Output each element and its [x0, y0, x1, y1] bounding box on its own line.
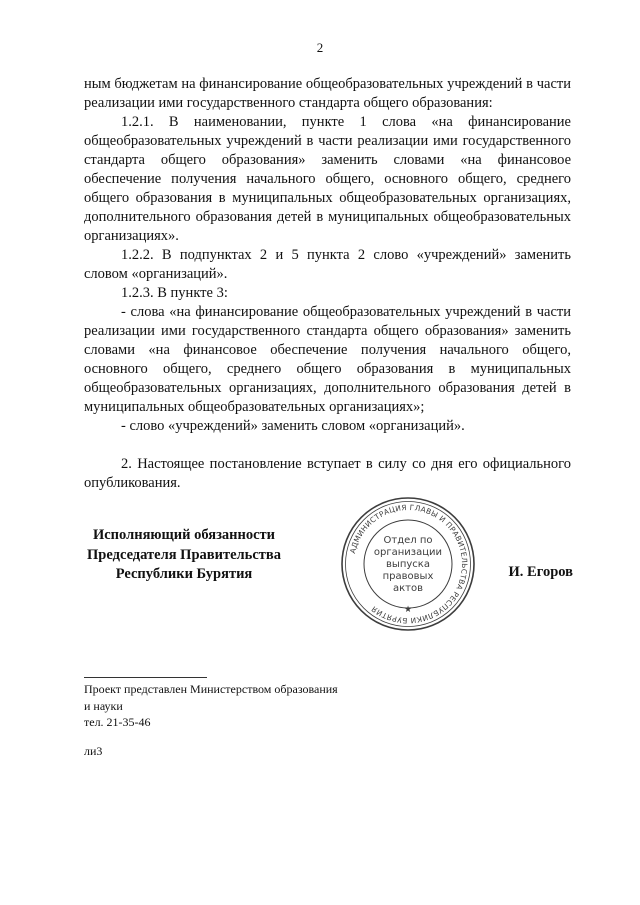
paragraph-1-2-3: 1.2.3. В пункте 3:	[121, 285, 228, 301]
document-code: ли3	[84, 744, 103, 758]
paragraph-dash-2: - слово «учреждений» заменить словом «организаций».	[121, 418, 465, 434]
footnote-line: Проект представлен Министерством образования	[84, 682, 338, 696]
signatory-name: И. Егоров	[508, 564, 573, 580]
paragraph-2: 2. Настоящее постановление вступает в силу со дня его официального опубликования.	[84, 456, 571, 491]
stamp-center-line: Отдел по	[383, 535, 433, 546]
stamp-center-line: правовых	[382, 571, 434, 582]
paragraph-dash-1: - слова «на финансирование общеобразовательных учреждений в части реализации ими государственного стандарта общего образования» заменить словами «на финансовое обеспечение получения начального общего, основного общего, среднего общего образования в муниципальных общеобразовательных организациях, дополнительного образования детей в муниципальных общеобразовательных организациях»;	[84, 304, 571, 415]
stamp-star-icon: ★	[403, 605, 413, 615]
document-body	[84, 75, 571, 493]
signatory-title-line: Исполняющий обязанности	[92, 527, 276, 543]
signatory-title-line: Председателя Правительства	[87, 546, 281, 563]
page-number: 2	[316, 40, 324, 55]
footnote	[84, 681, 338, 731]
stamp-center-line: актов	[392, 583, 424, 594]
official-stamp	[338, 494, 478, 634]
paragraph-1-2-2: 1.2.2. В подпунктах 2 и 5 пункта 2 слово «учреждений» заменить словом «организаций».	[84, 247, 571, 282]
footnote-divider	[84, 677, 207, 678]
signatory-title	[84, 526, 284, 585]
signatory-title-line: Республики Бурятия	[115, 566, 253, 582]
stamp-center-line: организации	[373, 547, 443, 558]
footnote-line: тел. 21-35-46	[84, 715, 151, 729]
paragraph-1-2-1: 1.2.1. В наименовании, пункте 1 слова «на финансирование общеобразовательных учреждений в части реализации ими государственного стандарта общего образования» заменить словами «на финансовое обеспечение получения начального общего, основного общего, среднего общего образования в муниципальных общеобразовательных организациях, дополнительного образования детей в муниципальных общеобразовательных организациях».	[84, 114, 571, 244]
footnote-line: и науки	[84, 698, 123, 713]
paragraph-continuation: ным бюджетам на финансирование общеобразовательных учреждений в части реализации ими государственного стандарта общего образования:	[84, 76, 571, 111]
stamp-ring-text: АДМИНИСТРАЦИЯ ГЛАВЫ И ПРАВИТЕЛЬСТВА РЕСПУБЛИКИ БУРЯТИЯ	[348, 502, 470, 626]
stamp-center-line: выпуска	[386, 559, 430, 570]
